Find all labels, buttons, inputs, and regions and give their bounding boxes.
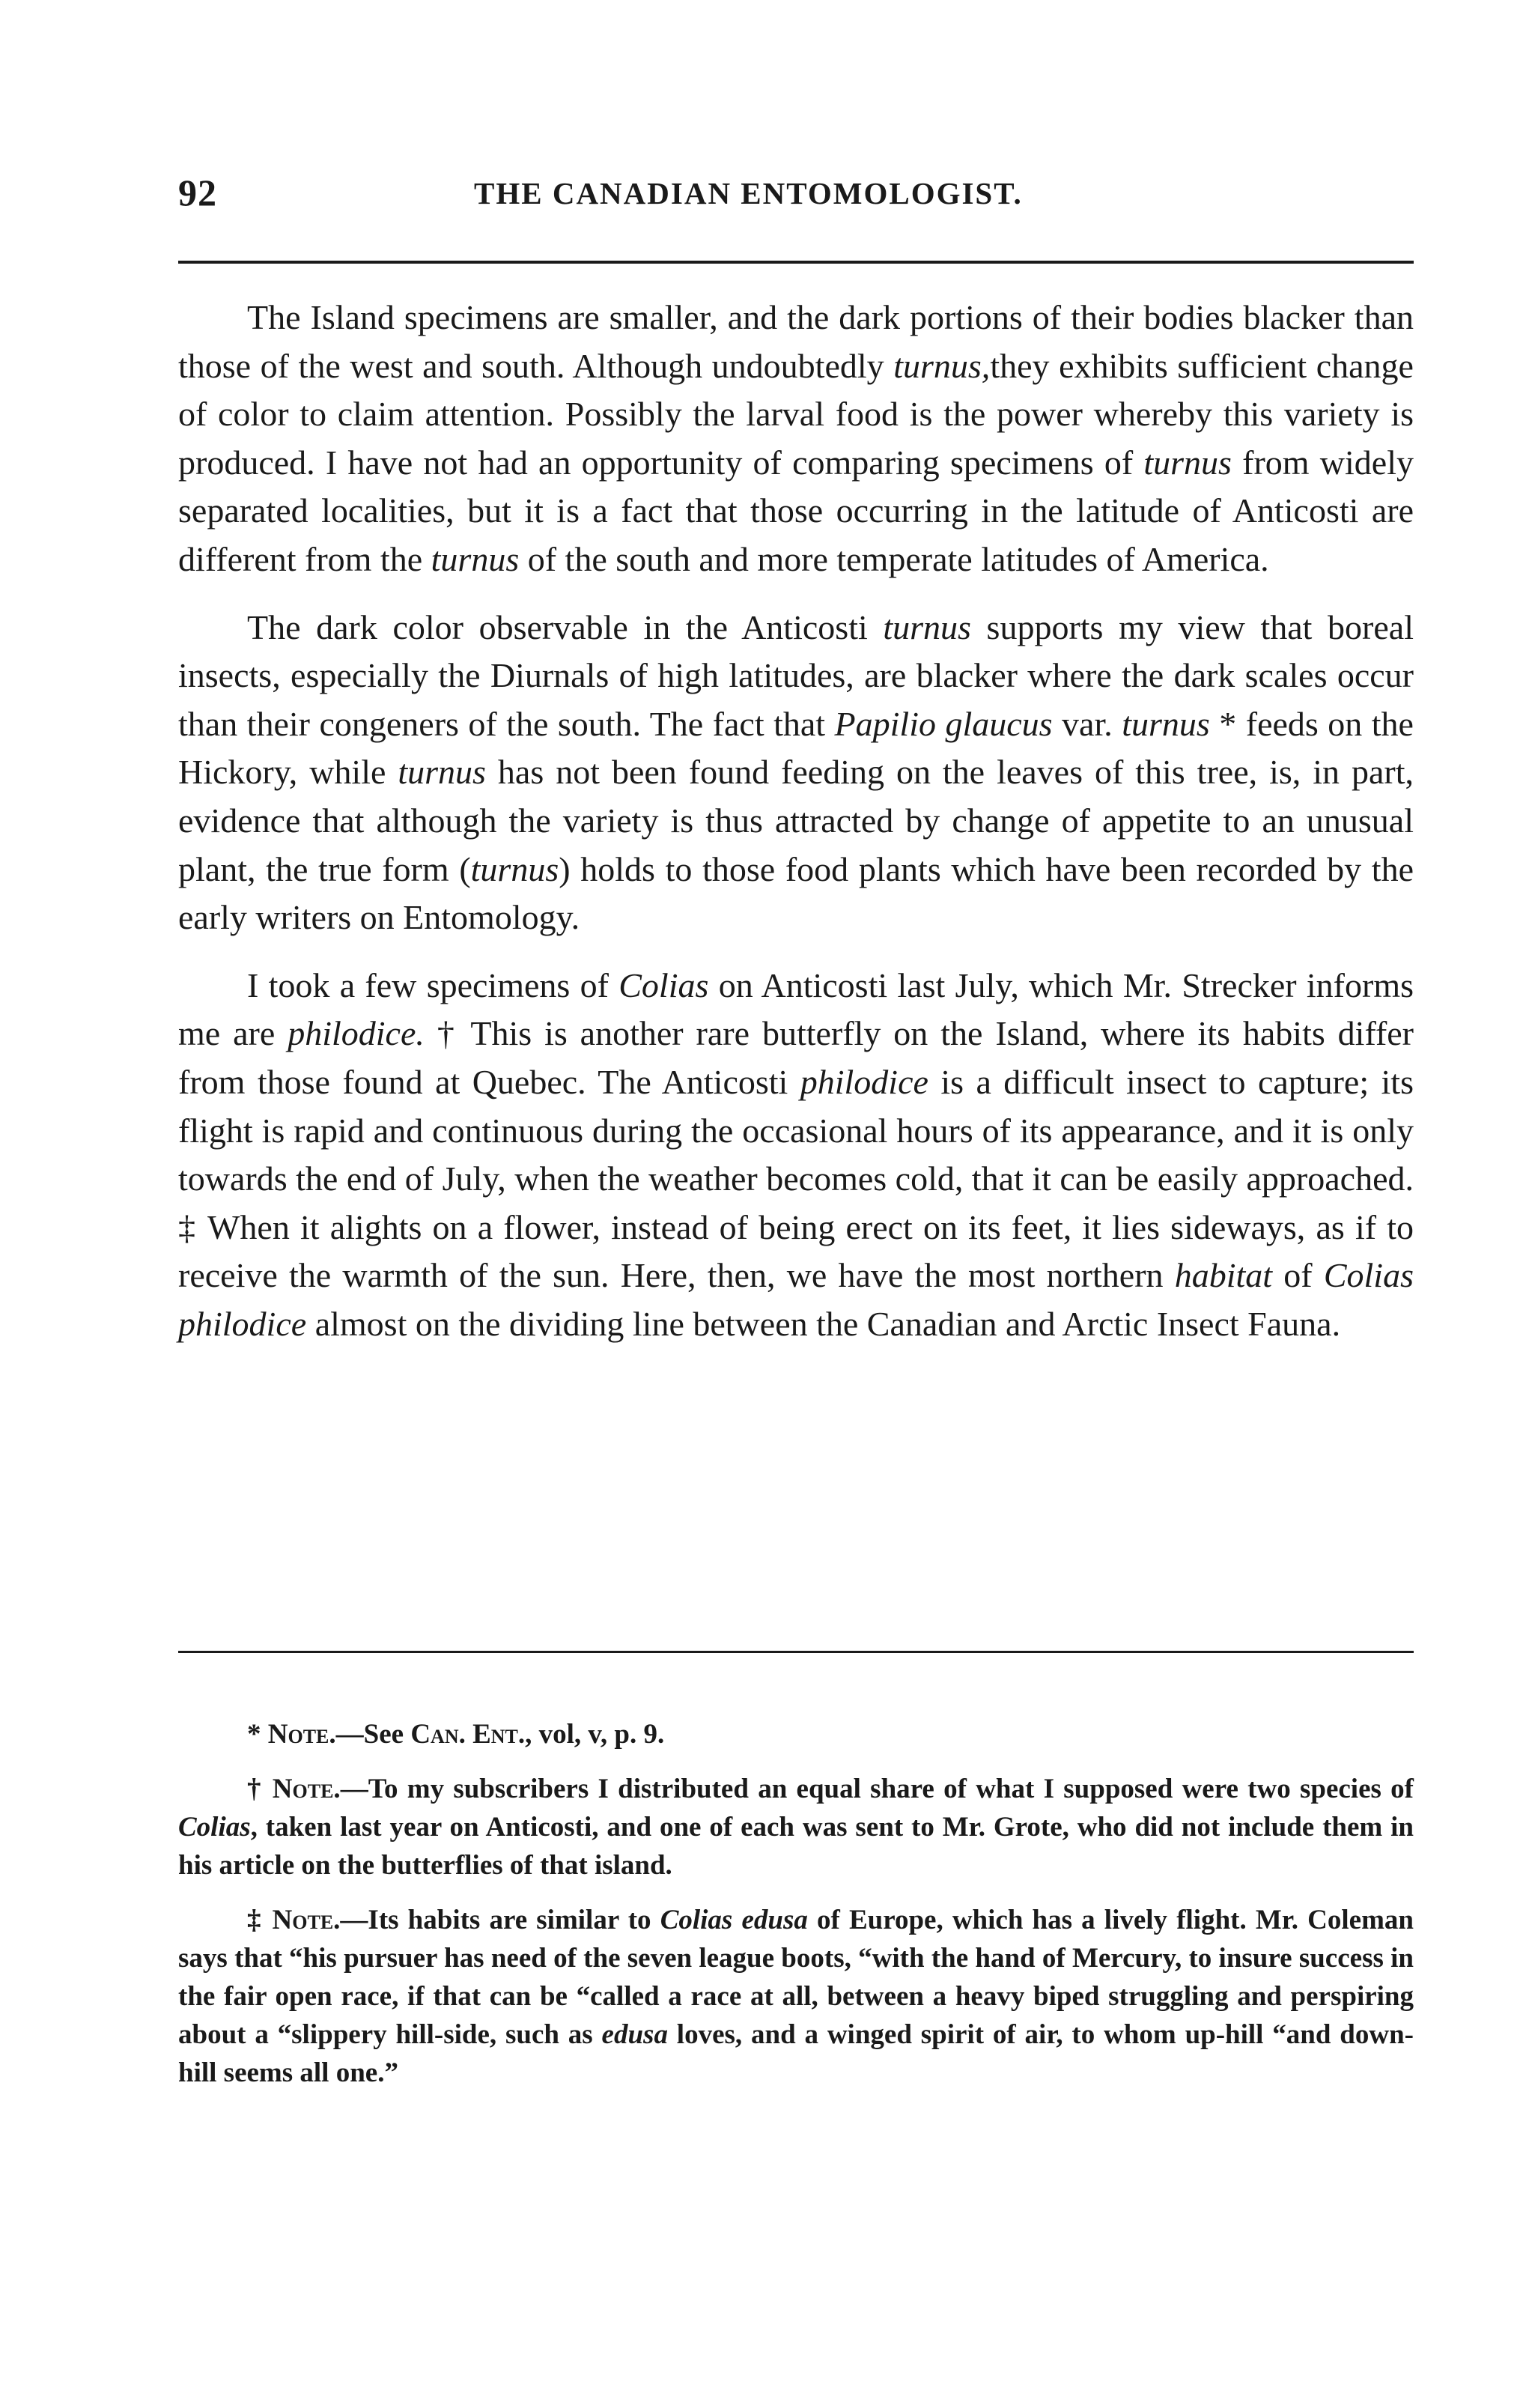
text-run: loves, and a winged spirit of air, to whom up-hill “and down-hill seems all one.” — [178, 2019, 1414, 2088]
italic-text: turnus, — [893, 346, 991, 385]
italic-text: turnus — [398, 753, 486, 792]
footnote-label: Note. — [267, 1719, 336, 1750]
footnote-rule — [178, 1651, 1414, 1653]
paragraph — [178, 962, 1414, 1349]
main-text — [178, 294, 1414, 1368]
italic-text: turnus — [1122, 704, 1210, 743]
page-header — [178, 171, 1414, 216]
italic-text: philodice — [800, 1062, 928, 1101]
text-run: The dark color observable in the Anticosti — [247, 607, 884, 646]
text-run: has not been found feeding on the leaves of this tree, is, in part, evidence that although the variety is thus attracted by change of appetite to an unusual plant, the true form ( — [178, 753, 1414, 888]
italic-text: turnus — [883, 607, 971, 646]
footnote-mark: † — [247, 1774, 273, 1804]
text-run: of Europe, which has a lively flight. Mr. Coleman says that “his pursuer has need of the seven league boots, “with the hand of Mercury, to insure success in the fair open race, if that can be “called a race at all, between a heavy biped struggling and perspiring about a “slippery hill-side, such as — [178, 1905, 1414, 2050]
italic-text: Colias philodice — [178, 1256, 1414, 1343]
text-run: of the south and more temperate latitudes of America. — [519, 539, 1269, 578]
footnote — [178, 1901, 1414, 2092]
running-title: THE CANADIAN ENTOMOLOGIST. — [474, 176, 1023, 210]
journal-abbrev: Can. Ent. — [410, 1719, 526, 1750]
footnote — [178, 1715, 1414, 1753]
header-rule — [178, 261, 1414, 264]
text-run: , vol, v, p. 9. — [525, 1719, 665, 1750]
text-run: on Anticosti last July, which Mr. Strecker informs me are — [178, 965, 1414, 1053]
italic-text: turnus — [1143, 443, 1232, 482]
footnote-label: Note. — [272, 1905, 341, 1935]
italic-text: Colias edusa — [660, 1905, 808, 1935]
paragraph — [178, 604, 1414, 942]
italic-text: philodice. — [288, 1014, 425, 1053]
text-run: of — [1272, 1256, 1324, 1295]
italic-text: Papilio glaucus — [834, 704, 1053, 743]
text-run: almost on the dividing line between the Canadian and Arctic Insect Fauna. — [306, 1304, 1341, 1343]
text-run: —Its habits are similar to — [340, 1905, 660, 1935]
footnote-mark: ‡ — [247, 1905, 273, 1935]
text-run: is a difficult insect to capture; its flight is rapid and continuous during the occasional hours of its appearance, and it is only towards the end of July, when the weather becomes cold, that it can be easily approached. ‡ When it alights on a flower, instead of being erect on its feet, it lies sideways, as if to receive the warmth of the sun. Here, then, we have the most northern — [178, 1062, 1414, 1295]
italic-text: Colias — [618, 965, 709, 1004]
text-run: supports my view that boreal insects, especially the Diurnals of high latitudes, are blacker where the dark scales occur than their congeners of the south. The fact that — [178, 607, 1414, 743]
italic-text: edusa — [601, 2019, 668, 2050]
text-run: ) holds to those food plants which have been recorded by the early writers on Entomology. — [178, 849, 1414, 937]
footnotes — [178, 1715, 1414, 2108]
italic-text: habitat — [1174, 1256, 1273, 1295]
page-number: 92 — [178, 172, 217, 213]
text-run: from widely separated localities, but it is a fact that those occurring in the latitude of Anticosti are different from the — [178, 443, 1414, 578]
text-run: † This is another rare butterfly on the Island, where its habits differ from those found at Quebec. The Anticosti — [178, 1014, 1414, 1101]
italic-text: Colias — [178, 1812, 251, 1843]
footnote-mark: * — [247, 1719, 268, 1750]
text-run: var. — [1052, 704, 1122, 743]
paragraph — [178, 294, 1414, 584]
text-run: The Island specimens are smaller, and the dark portions of their bodies blacker than those of the west and south. Although undoubtedly — [178, 298, 1414, 385]
text-run: —To my subscribers I distributed an equal share of what I supposed were two species of — [340, 1774, 1414, 1804]
footnote — [178, 1770, 1414, 1884]
footnote-label: Note. — [272, 1774, 341, 1804]
italic-text: turnus — [470, 849, 559, 888]
text-run: * feeds on the Hickory, while — [178, 704, 1414, 792]
text-run: they exhibits sufficient change of color to claim attention. Possibly the larval food is the power whereby this variety is produced. I have not had an opportunity of comparing specimens of — [178, 346, 1414, 482]
italic-text: turnus — [431, 539, 520, 578]
text-run: , taken last year on Anticosti, and one of each was sent to Mr. Grote, who did not include them in his article on the butterflies of that island. — [178, 1812, 1414, 1881]
text-run: I took a few specimens of — [247, 965, 619, 1004]
text-run: —See — [335, 1719, 411, 1750]
